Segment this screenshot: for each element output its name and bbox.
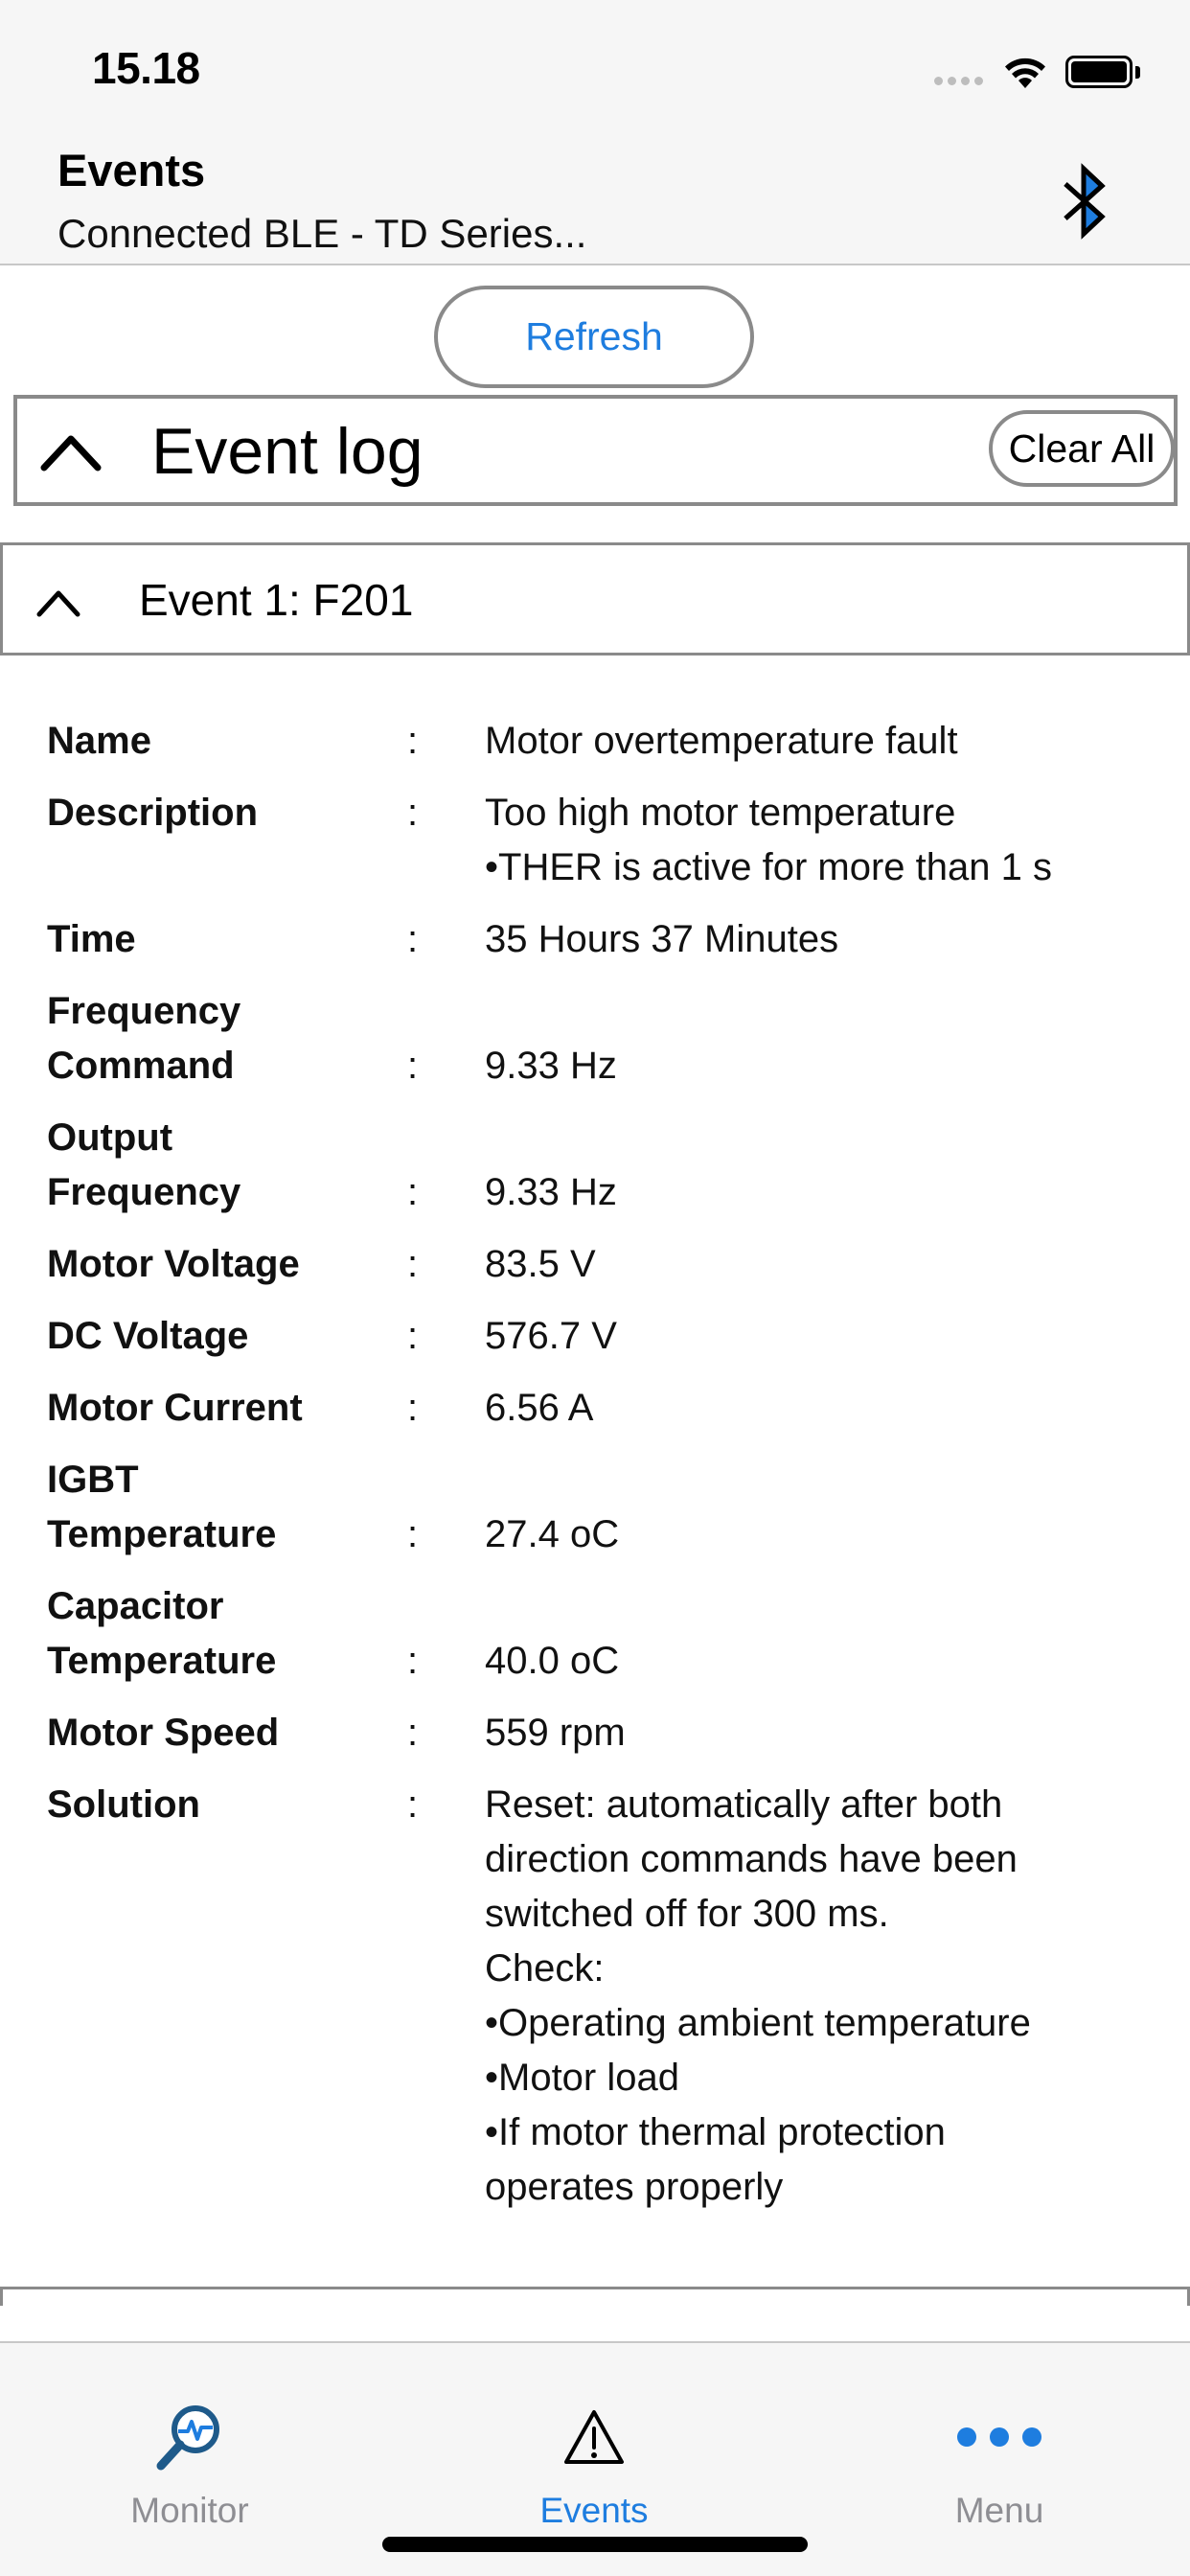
home-indicator[interactable] (382, 2537, 808, 2552)
detail-separator: : (407, 1171, 419, 1213)
detail-label: Capacitor Temperature (47, 1585, 277, 1682)
detail-label: DC Voltage (47, 1315, 249, 1357)
refresh-button[interactable]: Refresh (434, 286, 754, 388)
detail-value: 9.33 Hz (485, 1171, 617, 1213)
event-log-title: Event log (151, 415, 423, 488)
warning-icon (562, 2397, 626, 2477)
tab-label: Menu (954, 2491, 1044, 2530)
bluetooth-icon[interactable] (1054, 161, 1117, 242)
event-details (0, 714, 1190, 2232)
detail-row-dc-voltage (0, 1309, 1190, 1364)
event-log-panel (13, 395, 1178, 506)
event-title: Event 1: F201 (139, 575, 414, 625)
status-icons (934, 52, 1145, 90)
details-bottom-border (0, 2287, 1190, 2306)
detail-label: Time (47, 918, 136, 960)
detail-value: 559 rpm (485, 1712, 626, 1754)
navigation-header (0, 0, 1190, 265)
clear-all-button[interactable]: Clear All (989, 410, 1175, 487)
tab-label: Monitor (130, 2491, 249, 2530)
chevron-up-icon[interactable] (35, 587, 81, 618)
detail-row-name (0, 714, 1190, 769)
wifi-icon (1001, 54, 1049, 90)
tab-events[interactable] (450, 2343, 738, 2535)
detail-label: Motor Current (47, 1387, 303, 1429)
chevron-up-icon[interactable] (38, 427, 103, 475)
connection-status: Connected BLE - TD Series... (57, 211, 587, 256)
detail-separator: : (407, 918, 419, 960)
detail-label: Motor Voltage (47, 1243, 300, 1285)
detail-row-frequency-command (0, 984, 1190, 1093)
detail-label: Motor Speed (47, 1712, 280, 1754)
detail-row-motor-voltage (0, 1237, 1190, 1292)
tab-label: Events (539, 2491, 649, 2530)
detail-value: 27.4 oC (485, 1513, 620, 1555)
detail-label: Output Frequency (47, 1116, 241, 1213)
detail-label: Description (47, 792, 259, 834)
detail-value: 6.56 A (485, 1387, 594, 1429)
detail-separator: : (407, 720, 419, 762)
detail-separator: : (407, 792, 419, 834)
detail-label: IGBT Temperature (47, 1459, 277, 1555)
detail-separator: : (407, 1712, 419, 1754)
detail-row-output-frequency (0, 1111, 1190, 1220)
event-header[interactable] (0, 542, 1190, 656)
detail-separator: : (407, 1783, 419, 1826)
detail-value: 83.5 V (485, 1243, 596, 1285)
detail-label: Solution (47, 1783, 200, 1826)
detail-value: Reset: automatically after both direction commands have been switched off for 300 ms. Check: •Operating ambient temperature •Motor load •If motor thermal protection operates properly (485, 1783, 1031, 2208)
detail-value: 576.7 V (485, 1315, 617, 1357)
monitor-search-icon (151, 2397, 228, 2477)
detail-label: Frequency Command (47, 990, 241, 1087)
page-title: Events (57, 145, 206, 196)
detail-separator: : (407, 1315, 419, 1357)
detail-row-time (0, 912, 1190, 967)
detail-value: Motor overtemperature fault (485, 720, 958, 762)
detail-value: 9.33 Hz (485, 1045, 617, 1087)
tab-menu[interactable] (856, 2343, 1143, 2535)
status-time: 15.18 (92, 43, 200, 93)
detail-label: Name (47, 720, 151, 762)
detail-separator: : (407, 1513, 419, 1555)
tab-monitor[interactable] (46, 2343, 333, 2535)
detail-value: Too high motor temperature •THER is active for more than 1 s (485, 792, 1052, 888)
detail-value: 40.0 oC (485, 1640, 620, 1682)
detail-row-description (0, 786, 1190, 895)
battery-icon (1065, 56, 1133, 88)
detail-separator: : (407, 1243, 419, 1285)
more-dots-icon (957, 2397, 1041, 2477)
detail-separator: : (407, 1387, 419, 1429)
cellular-signal-icon (934, 77, 983, 85)
detail-row-motor-current (0, 1381, 1190, 1436)
detail-row-solution (0, 1778, 1190, 2215)
detail-row-igbt-temperature (0, 1453, 1190, 1562)
detail-row-motor-speed (0, 1706, 1190, 1760)
detail-row-capacitor-temperature (0, 1579, 1190, 1689)
detail-separator: : (407, 1640, 419, 1682)
detail-value: 35 Hours 37 Minutes (485, 918, 839, 960)
detail-separator: : (407, 1045, 419, 1087)
battery-tip (1135, 66, 1140, 79)
